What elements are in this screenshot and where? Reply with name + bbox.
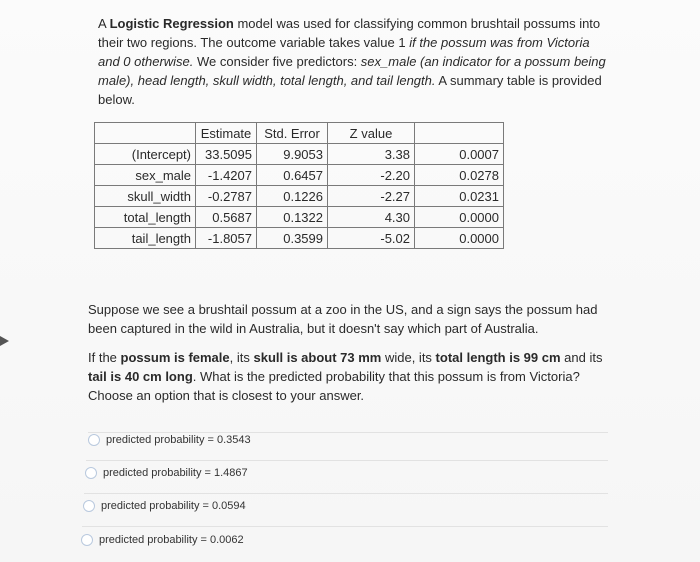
- prompt-skull: skull is about 73 mm: [253, 350, 382, 365]
- table-cell: 33.5095: [196, 144, 257, 165]
- intro-text-4: A summary table is provided below.: [98, 73, 602, 107]
- prompt-text: wide, its: [381, 350, 436, 365]
- answer-option-label: predicted probability = 0.0594: [101, 500, 246, 512]
- prompt-sex: possum is female: [120, 350, 230, 365]
- prompt-tail: tail is 40 cm long: [88, 369, 193, 384]
- prompt-total-length: total length is 99 cm: [435, 350, 561, 365]
- answer-option-d[interactable]: [81, 534, 244, 546]
- table-cell: 3.38: [328, 144, 415, 165]
- table-cell: -5.02: [328, 228, 415, 249]
- prompt-text: , its: [229, 350, 254, 365]
- radio-button[interactable]: [83, 500, 95, 512]
- table-cell: 0.6457: [257, 165, 328, 186]
- question-text: [88, 300, 608, 415]
- table-row: [95, 228, 504, 249]
- table-header-row: [95, 123, 504, 144]
- answer-option-b[interactable]: [85, 467, 248, 479]
- table-row: [95, 165, 504, 186]
- intro-predictors: sex_male (an indicator for a possum being male), head length, skull width, total length, and tail length.: [98, 54, 606, 88]
- table-cell: tail_length: [95, 228, 196, 249]
- problem-intro: [98, 14, 608, 109]
- table-cell: 0.0278: [415, 165, 504, 186]
- table-header-cell: Z value: [328, 123, 415, 144]
- table-cell: 0.5687: [196, 207, 257, 228]
- table-cell: (Intercept): [95, 144, 196, 165]
- answer-option-label: predicted probability = 0.0062: [99, 534, 244, 546]
- table-header-cell: Estimate: [196, 123, 257, 144]
- table-cell: 0.0000: [415, 228, 504, 249]
- answer-option-label: predicted probability = 1.4867: [103, 467, 248, 479]
- answer-option-c[interactable]: [83, 500, 246, 512]
- divider: [82, 526, 608, 527]
- table-cell: 0.0000: [415, 207, 504, 228]
- divider: [88, 432, 608, 433]
- table-cell: -1.4207: [196, 165, 257, 186]
- intro-text-3: We consider five predictors:: [193, 54, 361, 69]
- radio-button[interactable]: [81, 534, 93, 546]
- radio-button[interactable]: [85, 467, 97, 479]
- prompt-text: . What is the predicted probability that this possum is from Victoria? Choose an option that is closest to your answer.: [88, 369, 580, 403]
- table-cell: skull_width: [95, 186, 196, 207]
- scroll-caret-icon: [0, 336, 9, 346]
- intro-outcome-definition: if the possum was from Victoria and 0 otherwise.: [98, 35, 590, 69]
- summary-table: [94, 122, 504, 249]
- table-header-cell: [95, 123, 196, 144]
- table-row: [95, 144, 504, 165]
- table-cell: 0.1322: [257, 207, 328, 228]
- table-row: [95, 207, 504, 228]
- table-cell: 0.1226: [257, 186, 328, 207]
- table-cell: 9.9053: [257, 144, 328, 165]
- question-context: Suppose we see a brushtail possum at a zoo in the US, and a sign says the possum had been captured in the wild in Australia, but it doesn't say which part of Australia.: [88, 302, 598, 336]
- table-cell: 4.30: [328, 207, 415, 228]
- answer-option-a[interactable]: [88, 434, 251, 446]
- table-header-cell: [415, 123, 504, 144]
- table-cell: 0.0007: [415, 144, 504, 165]
- radio-button[interactable]: [88, 434, 100, 446]
- table-cell: 0.0231: [415, 186, 504, 207]
- table-header-cell: Std. Error: [257, 123, 328, 144]
- table-cell: sex_male: [95, 165, 196, 186]
- table-cell: -2.20: [328, 165, 415, 186]
- table-cell: 0.3599: [257, 228, 328, 249]
- prompt-text: and its: [560, 350, 603, 365]
- divider: [86, 460, 608, 461]
- prompt-text: If the: [88, 350, 121, 365]
- intro-text-1: A: [98, 16, 110, 31]
- table-row: [95, 186, 504, 207]
- table-cell: total_length: [95, 207, 196, 228]
- intro-model-name: Logistic Regression: [109, 16, 234, 31]
- answer-option-label: predicted probability = 0.3543: [106, 434, 251, 446]
- table-cell: -1.8057: [196, 228, 257, 249]
- table-cell: -2.27: [328, 186, 415, 207]
- divider: [84, 493, 608, 494]
- intro-text-2: model was used for classifying common brushtail possums into their two regions. The outcome variable takes value 1: [98, 16, 601, 50]
- table-cell: -0.2787: [196, 186, 257, 207]
- question-prompt: [88, 348, 608, 405]
